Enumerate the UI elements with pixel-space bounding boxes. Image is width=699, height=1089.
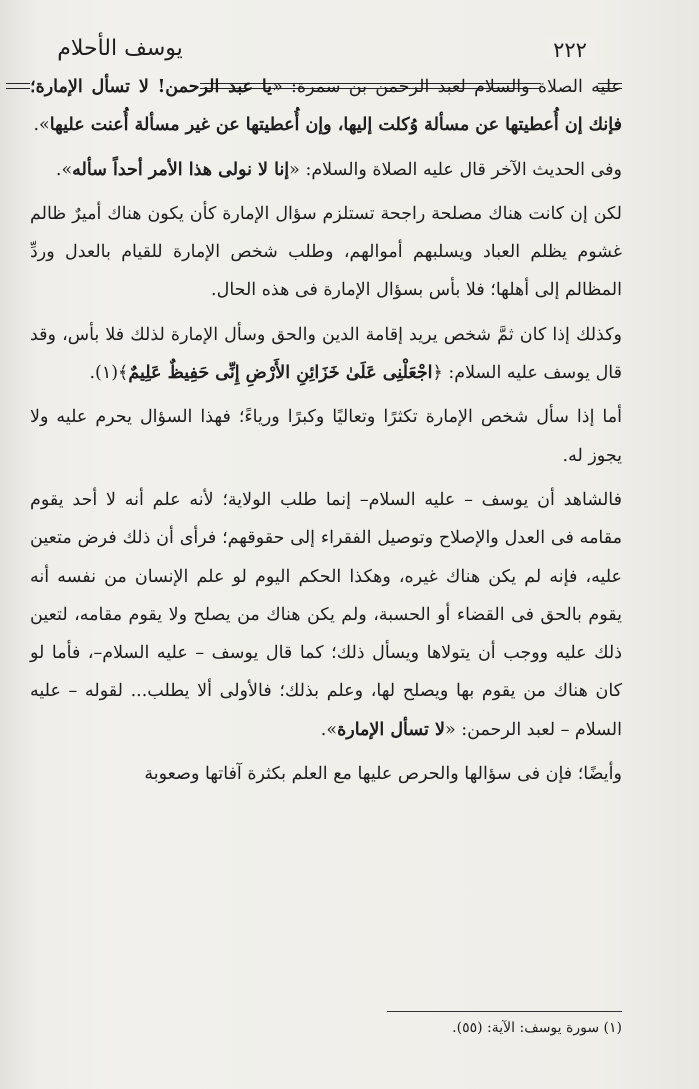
footnote-rule (387, 1011, 622, 1012)
paragraph (30, 398, 622, 475)
footnote: (١) سورة يوسف: الآية: (٥٥). (452, 1020, 622, 1036)
paragraph (30, 481, 622, 749)
bold-quote: يا عبد الرحمن! لا تسأل الإمارة؛ فإنك إن أُعطيتها عن مسألة وُكلت إليها، وإن أُعطيتها عن غير مسألة أُعنت عليها (30, 77, 622, 136)
text-run: ». (33, 115, 50, 136)
bold-quote: إنا لا نولى هذا الأمر أحداً سأله (72, 159, 290, 180)
text-run: فالشاهد أن يوسف – عليه السلام– إنما طلب الولاية؛ لأنه علم أنه لا أحد يقوم مقامه فى العدل والإصلاح وتوصيل الفقراء إلى حقوقهم؛ فرأى أن ذلك فرض متعين عليه، فإنه لم يكن هناك غيره، وهكذا الحكم اليوم لو علم الإنسان من نفسه أنه يقوم بالحق فى القضاء أو الحسبة، ولم يكن هناك من يصلح ولا يقوم مقامه، لتعين ذلك عليه ووجب أن يتولاها ويسأل ذلك؛ كما قال يوسف – عليه السلام–، فأما لو كان هناك من يقوم بها ويصلح لها، وعلم بذلك؛ فالأولى ألا يطلب... لقوله – عليه السلام – لعبد الرحمن: « (30, 489, 622, 740)
paragraph (30, 316, 622, 393)
paragraph (30, 151, 622, 189)
text-run: وأيضًا؛ فإن فى سؤالها والحرص عليها مع العلم بكثرة آفاتها وصعوبة (144, 764, 622, 785)
page-number: ٢٢٢ (545, 38, 595, 62)
text-run: ». (55, 159, 73, 180)
bold-quote: لا تسأل الإمارة (337, 719, 445, 740)
text-run: ». (320, 719, 338, 740)
book-title: يوسف الأحلام (57, 36, 183, 61)
running-header (0, 38, 699, 62)
text-run: أما إذا سأل شخص الإمارة تكثرًا وتعاليًا وكبرًا ورياءً؛ فهذا السؤال يحرم عليه ولا يجوز له. (30, 407, 622, 466)
paragraph (30, 68, 622, 145)
bold-quote: اجْعَلْنِى عَلَىٰ خَزَائِنِ الأَرْضِ إِنِّى حَفِيظٌ عَلِيمٌ (128, 363, 433, 384)
text-run: وفى الحديث الآخر قال عليه الصلاة والسلام: « (289, 159, 622, 180)
text-run: لكن إن كانت هناك مصلحة راجحة تستلزم سؤال الإمارة كأن يكون هناك أميرٌ ظالم غشوم يظلم العباد ويسلبهم أموالهم، وطلب شخص الإمارة للقيام بالعدل وردِّ المظالم إلى أهلها؛ فلا بأس بسؤال الإمارة فى هذه الحال. (30, 203, 622, 301)
text-run: عليه الصلاة والسلام لعبد الرحمن بن سمرة: « (272, 77, 622, 97)
header-rule-left (6, 83, 30, 89)
body-text (30, 68, 622, 793)
paragraph (30, 755, 622, 793)
text-run: ﴾(١). (89, 363, 129, 384)
text-run: وكذلك إذا كان ثمَّ شخص يريد إقامة الدين والحق وسأل الإمارة لذلك فلا بأس، وقد قال يوسف عليه السلام: ﴿ (30, 324, 622, 384)
paragraph (30, 195, 622, 310)
